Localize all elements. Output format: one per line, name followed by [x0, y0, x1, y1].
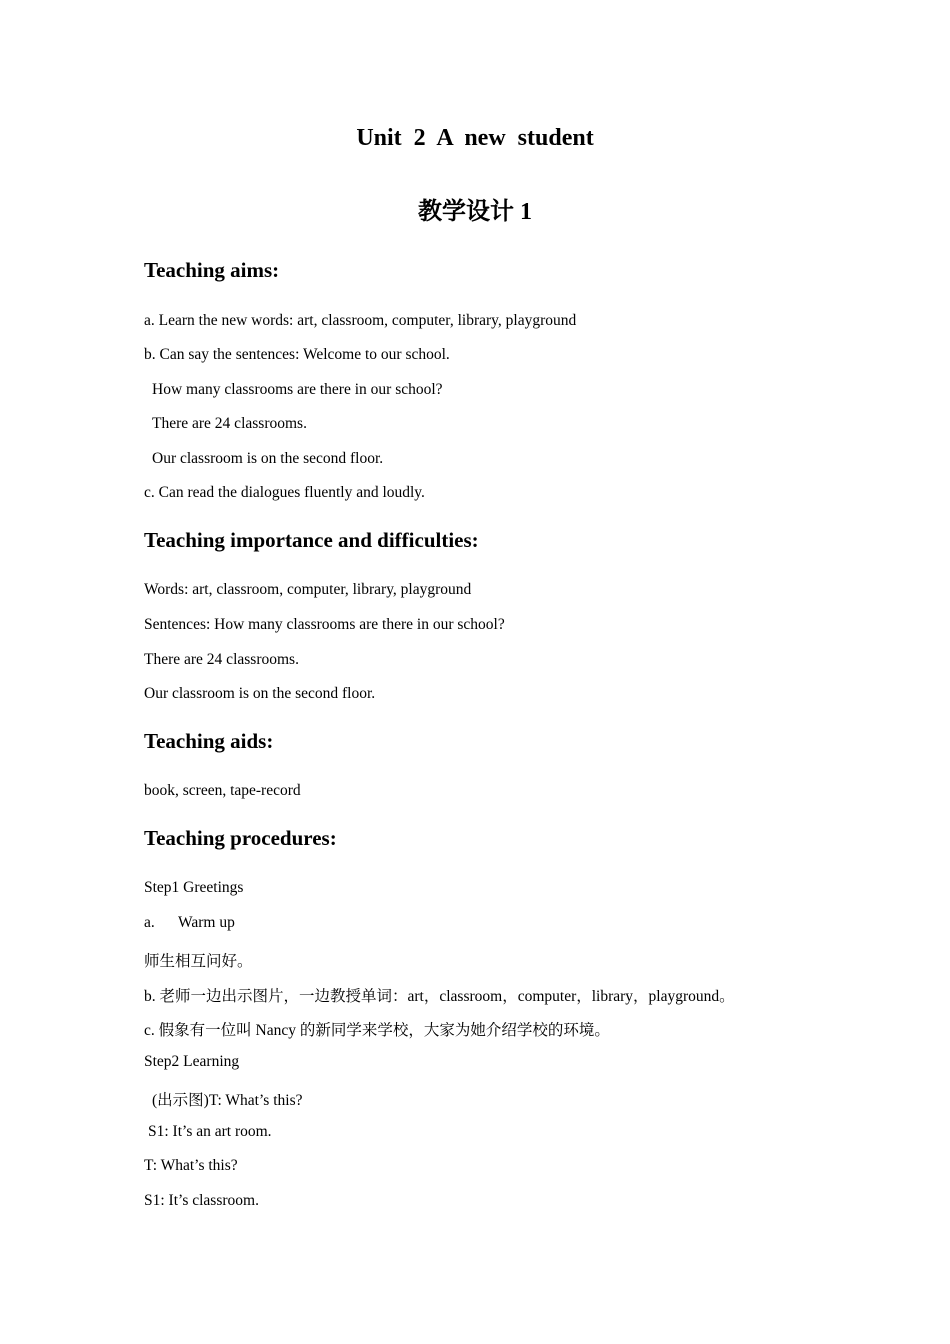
item-a-text: Warm up	[178, 914, 235, 931]
dialogue-line: S1: It’s classroom.	[144, 1192, 259, 1209]
dialogue-line: (出示图)T: What’s this?	[152, 1092, 303, 1109]
importance-heading: Teaching importance and difficulties:	[144, 528, 479, 552]
aims-line: There are 24 classrooms.	[152, 415, 307, 432]
importance-line: Sentences: How many classrooms are there in our school?	[144, 616, 505, 633]
aims-line: How many classrooms are there in our school?	[152, 381, 443, 398]
aids-line: book, screen, tape-record	[144, 782, 301, 799]
document-subtitle: 教学设计 1	[418, 199, 532, 225]
aims-line: a. Learn the new words: art, classroom, computer, library, playground	[144, 312, 577, 329]
greeting-line: 师生相互问好。	[144, 953, 253, 970]
aims-heading: Teaching aims:	[144, 258, 280, 282]
step1-label: Step1 Greetings	[144, 879, 244, 896]
step2-label: Step2 Learning	[144, 1053, 240, 1070]
dialogue-line: T: What’s this?	[144, 1157, 238, 1174]
dialogue-line: S1: It’s an art room.	[148, 1123, 272, 1140]
procedures-heading: Teaching procedures:	[144, 826, 337, 850]
aims-line: Our classroom is on the second floor.	[152, 450, 384, 467]
item-a-marker: a.	[144, 914, 155, 931]
aims-line: c. Can read the dialogues fluently and loudly.	[144, 484, 425, 501]
importance-line: Our classroom is on the second floor.	[144, 685, 376, 702]
aids-heading: Teaching aids:	[144, 729, 274, 753]
importance-line: Words: art, classroom, computer, library, playground	[144, 581, 472, 598]
document-title: Unit 2 A new student	[356, 125, 594, 151]
item-b-line: b. 老师一边出示图片，一边教授单词：art，classroom，computer，library，playground。	[144, 988, 735, 1005]
aims-line: b. Can say the sentences: Welcome to our school.	[144, 346, 450, 363]
item-c-line: c. 假象有一位叫 Nancy 的新同学来学校，大家为她介绍学校的环境。	[144, 1022, 610, 1039]
importance-line: There are 24 classrooms.	[144, 651, 299, 668]
